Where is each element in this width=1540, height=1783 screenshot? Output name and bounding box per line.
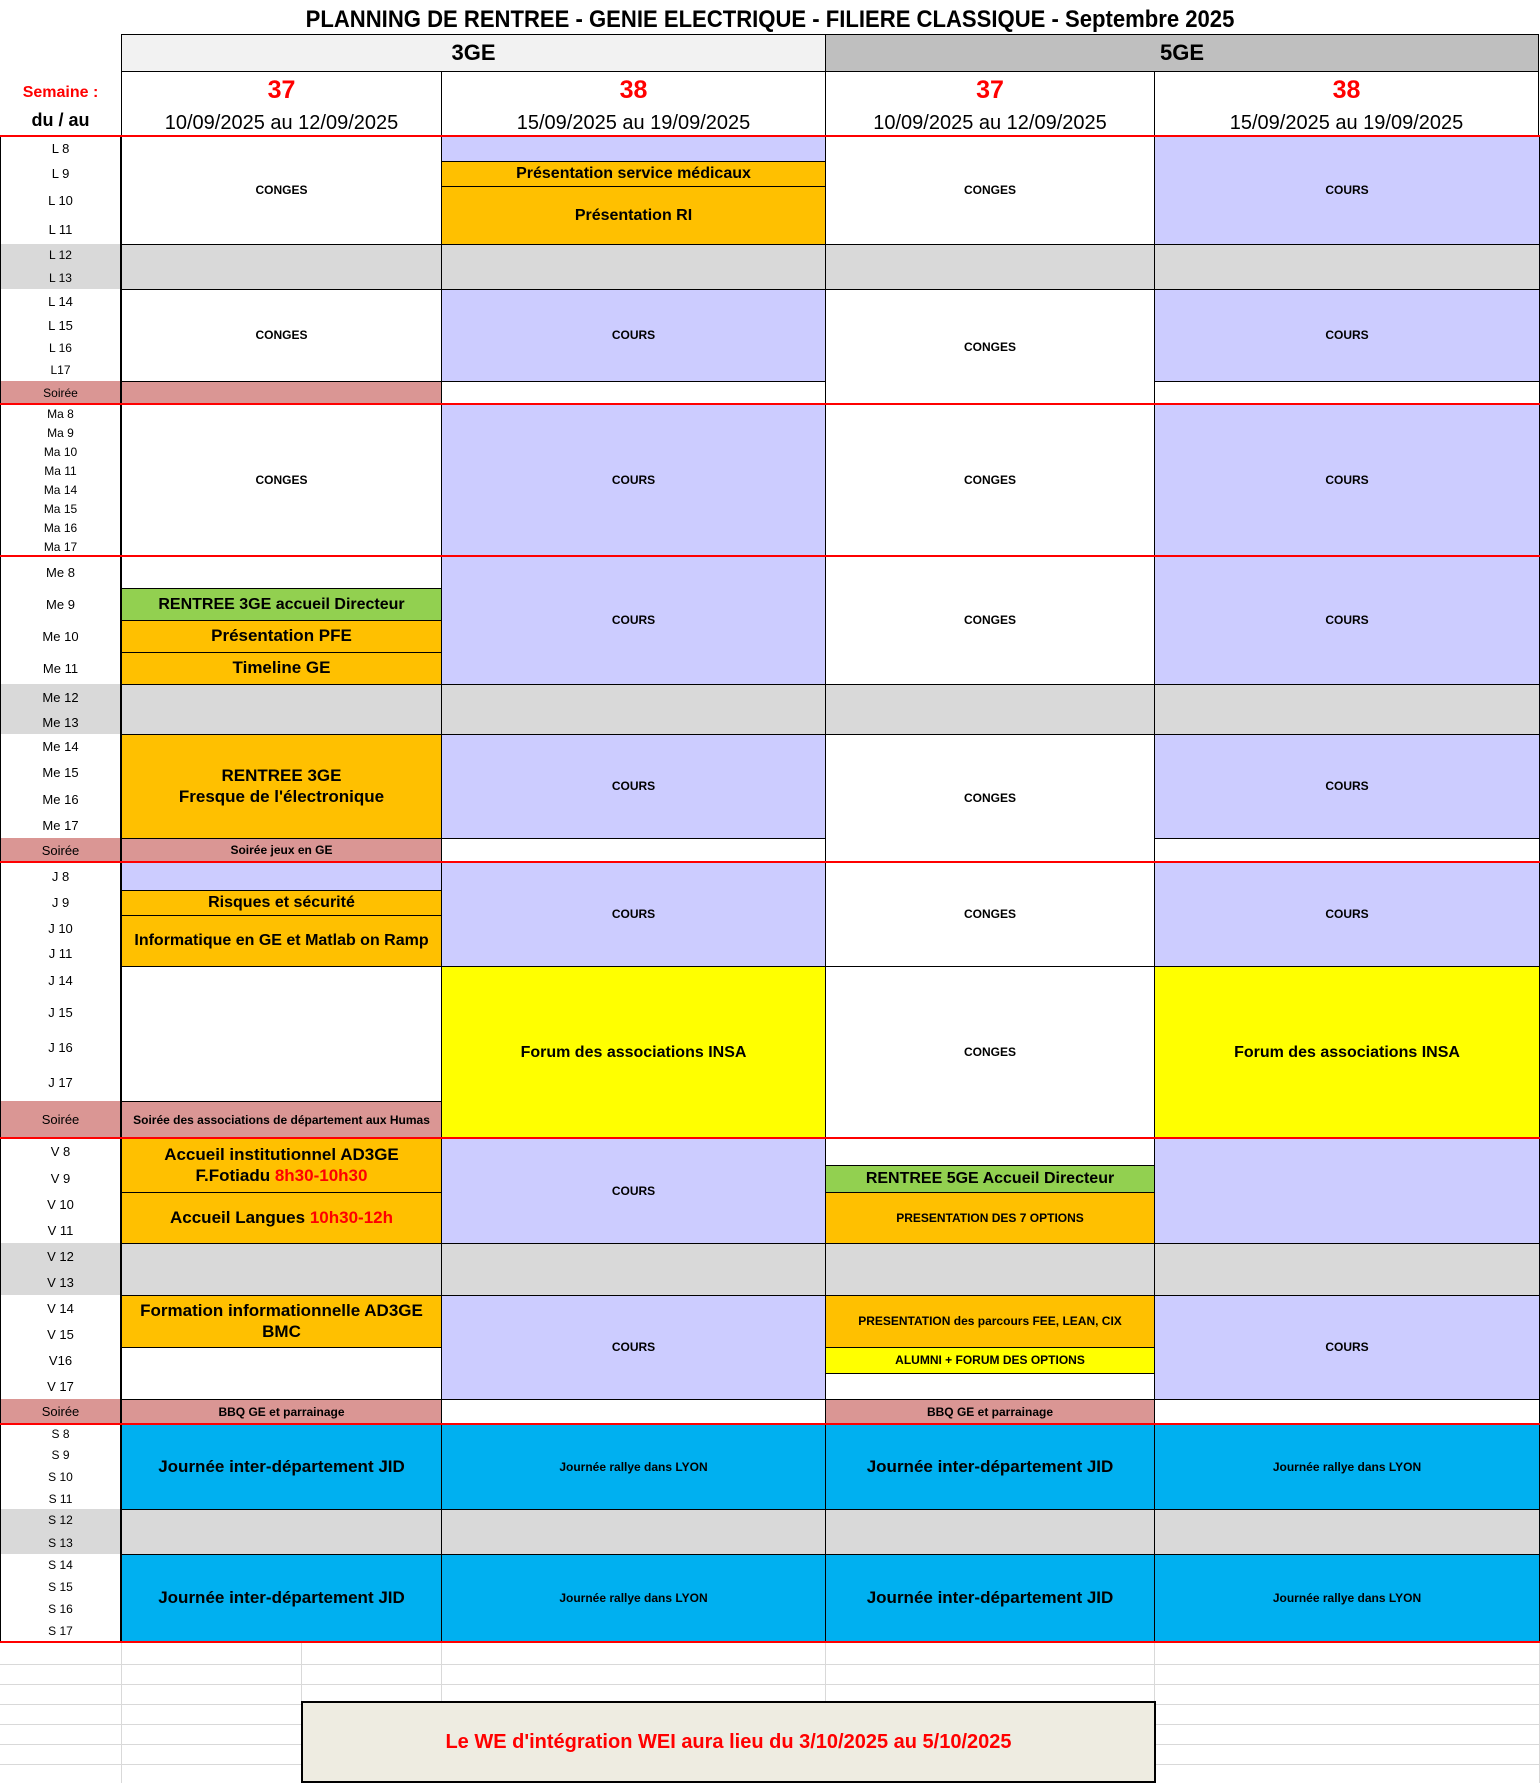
conges-block: CONGES [825,404,1155,557]
timeslot-label: S 11 [0,1488,121,1510]
empty-slot [441,1399,826,1425]
week-dates: 15/09/2025 au 19/09/2025 [516,112,751,134]
conges-block: CONGES [825,966,1155,1139]
day-separator [0,403,1540,405]
week-header-5ge-38 [1154,71,1539,136]
group-header-3ge: 3GE [121,34,826,72]
timeslot-label: Me 15 [0,759,121,787]
timeslot-label: V16 [0,1347,121,1374]
presentation-ri-event: Présentation RI [441,186,826,245]
timeslot-label: V 10 [0,1192,121,1218]
conges-block: CONGES [825,289,1155,405]
week-dates: 10/09/2025 au 12/09/2025 [873,112,1107,134]
day-separator [0,135,1540,137]
rallye-lyon-event: Journée rallye dans LYON [441,1554,826,1643]
rallye-lyon-event: Journée rallye dans LYON [1154,1554,1540,1643]
event-text: Accueil Langues [170,1207,310,1227]
timeslot-label: Me 17 [0,812,121,839]
timeslot-label: Soirée [0,1101,121,1139]
cours-block: COURS [441,404,826,557]
timeslot-label: S 12 [0,1509,121,1532]
conges-block: CONGES [121,136,442,245]
rentree-3ge-directeur-event: RENTREE 3GE accueil Directeur [121,588,442,621]
timeslot-label: S 10 [0,1466,121,1489]
event-line: Formation informationnelle AD3GE [140,1301,423,1321]
empty-grey-slot [121,1243,442,1296]
timeslot-label: Ma 10 [0,442,121,462]
timeslot-label: S 13 [0,1531,121,1555]
timeslot-label: Me 13 [0,710,121,735]
timeslot-label: S 15 [0,1576,121,1599]
cours-block: COURS [1154,404,1540,557]
timeslot-label: S 14 [0,1554,121,1577]
event-line [170,1208,393,1228]
timeslot-label: Me 9 [0,588,121,621]
day-separator [0,1137,1540,1139]
semaine-label: Semaine : [22,84,99,101]
timeslot-label: L 14 [0,289,121,314]
timeslot-label: S 8 [0,1424,121,1445]
rentree-5ge-directeur-event: RENTREE 5GE Accueil Directeur [825,1165,1155,1193]
conges-block: CONGES [825,734,1155,863]
accueil-institutionnel-event [121,1138,442,1193]
timeslot-label: L17 [0,359,121,382]
cours-block: COURS [441,289,826,382]
cours-block: COURS [441,862,826,967]
empty-grey-slot [1154,1243,1540,1296]
cours-slot [441,136,826,162]
timeslot-label: J 17 [0,1064,121,1102]
empty-slot [1154,1399,1540,1425]
timeslot-label: Ma 9 [0,423,121,443]
empty-slot [1154,381,1540,405]
timeslot-label: Me 14 [0,734,121,760]
timeslot-label: Me 11 [0,652,121,685]
week-number: 37 [267,76,296,104]
jid-event: Journée inter-département JID [121,1424,442,1510]
presentation-7-options-event: PRESENTATION DES 7 OPTIONS [825,1192,1155,1244]
empty-grey-slot [441,1509,826,1555]
timeslot-label: V 13 [0,1269,121,1296]
timeslot-label: Ma 17 [0,537,121,557]
rentree-3ge-fresque-event [121,734,442,839]
timeslot-label: J 11 [0,941,121,967]
timeline-ge-event: Timeline GE [121,652,442,685]
week-number: 37 [976,76,1004,104]
cours-block: COURS [1154,862,1540,967]
page-title: PLANNING DE RENTREE - GENIE ELECTRIQUE - FILIERE CLASSIQUE - Septembre 2025 [305,6,1235,33]
formation-informationnelle-event [121,1295,442,1348]
empty-grey-slot [441,684,826,735]
accueil-langues-event [121,1192,442,1244]
timeslot-label: Soirée [0,381,121,405]
timeslot-label: Ma 8 [0,404,121,424]
timeslot-label: L 12 [0,244,121,267]
timeslot-label: J 15 [0,994,121,1031]
timeslot-label: J 10 [0,915,121,942]
empty-slot [121,966,442,1102]
cours-block: COURS [441,734,826,839]
empty-slot [825,1373,1155,1400]
empty-slot [441,838,826,863]
empty-grey-slot [1154,1509,1540,1555]
timeslot-label: L 8 [0,136,121,162]
gridline [0,1664,1540,1665]
informatique-matlab-event: Informatique en GE et Matlab on Ramp [121,915,442,967]
week-number: 38 [619,76,648,104]
timeslot-label: J 14 [0,966,121,995]
timeslot-label: J 16 [0,1030,121,1065]
timeslot-label: V 17 [0,1373,121,1400]
event-line: BMC [262,1321,301,1341]
timeslot-label: V 14 [0,1295,121,1322]
timeslot-label: Soirée [0,838,121,863]
timeslot-label: V 9 [0,1165,121,1193]
empty-slot [1154,838,1540,863]
timeslot-label: V 12 [0,1243,121,1270]
timeslot-label: Ma 11 [0,461,121,481]
day-separator [0,555,1540,557]
day-separator [0,1423,1540,1425]
empty-grey-slot [121,1509,442,1555]
timeslot-label: V 8 [0,1138,121,1166]
timeslot-label: Me 8 [0,556,121,589]
conges-block: CONGES [121,289,442,382]
cours-block: COURS [1154,556,1540,685]
timeslot-label: Soirée [0,1399,121,1425]
presentation-pfe-event: Présentation PFE [121,620,442,653]
timeslot-label: V 11 [0,1217,121,1244]
soiree-jeux-event: Soirée jeux en GE [121,838,442,863]
cours-block: COURS [1154,136,1540,245]
week-dates: 15/09/2025 au 19/09/2025 [1229,112,1464,134]
event-text: F.Fotiadu [195,1165,275,1185]
empty-soiree-slot [121,381,442,405]
timeslot-label: V 15 [0,1321,121,1348]
empty-slot [121,556,442,589]
timeslot-label: L 10 [0,186,121,216]
event-line: Accueil institutionnel AD3GE [164,1145,399,1165]
soiree-associations-event: Soirée des associations de département aux Humas [121,1101,442,1139]
day-separator [0,861,1540,863]
timeslot-label: S 16 [0,1598,121,1621]
jid-event: Journée inter-département JID [825,1424,1155,1510]
empty-grey-slot [825,1243,1155,1296]
empty-grey-slot [825,684,1155,735]
alumni-forum-options-event: ALUMNI + FORUM DES OPTIONS [825,1347,1155,1374]
presentation-parcours-event: PRESENTATION des parcours FEE, LEAN, CIX [825,1295,1155,1348]
empty-grey-slot [121,244,442,290]
group-header-5ge: 5GE [825,34,1539,72]
presentation-service-medicaux-event: Présentation service médicaux [441,161,826,187]
risques-securite-event: Risques et sécurité [121,890,442,916]
empty-grey-slot [825,244,1155,290]
conges-block: CONGES [121,404,442,557]
cours-block: COURS [441,556,826,685]
timeslot-label: S 17 [0,1620,121,1643]
timeslot-label: Ma 14 [0,480,121,500]
empty-grey-slot [441,1243,826,1296]
empty-grey-slot [121,684,442,735]
timeslot-label: Me 12 [0,684,121,711]
empty-grey-slot [825,1509,1155,1555]
empty-grey-slot [1154,684,1540,735]
du-au-label: du / au [31,110,90,130]
cours-block: COURS [441,1295,826,1400]
rallye-lyon-event: Journée rallye dans LYON [1154,1424,1540,1510]
timeslot-label: L 11 [0,215,121,245]
forum-associations-event: Forum des associations INSA [1154,966,1540,1139]
event-line: RENTREE 3GE [221,766,342,786]
cours-slot [1154,1138,1540,1244]
timeslot-label: L 13 [0,266,121,290]
timeslot-label: L 15 [0,313,121,338]
bbq-event: BBQ GE et parrainage [121,1399,442,1425]
week-header-3ge-37 [121,71,442,136]
week-header-5ge-37 [825,71,1155,136]
cours-block: COURS [1154,1295,1540,1400]
timeslot-label: L 16 [0,337,121,360]
jid-event: Journée inter-département JID [121,1554,442,1643]
empty-grey-slot [441,244,826,290]
rallye-lyon-event: Journée rallye dans LYON [441,1424,826,1510]
day-separator [0,1641,1540,1643]
cours-block: COURS [441,1138,826,1244]
bbq-event: BBQ GE et parrainage [825,1399,1155,1425]
timeslot-label: Me 16 [0,786,121,813]
empty-slot [121,1347,442,1400]
conges-block: CONGES [825,136,1155,245]
event-text: 8h30-10h30 [274,1165,368,1185]
timeslot-label: Ma 16 [0,518,121,538]
gridline [121,1643,122,1783]
week-dates: 10/09/2025 au 12/09/2025 [164,112,399,134]
wei-note: Le WE d'intégration WEI aura lieu du 3/10/2025 au 5/10/2025 [301,1701,1156,1783]
week-header-3ge-38 [441,71,826,136]
timeslot-label: S 9 [0,1444,121,1467]
timeslot-label: L 9 [0,161,121,187]
gridline [0,1684,1540,1685]
forum-associations-event: Forum des associations INSA [441,966,826,1139]
empty-grey-slot [1154,244,1540,290]
cours-block: COURS [1154,734,1540,839]
conges-block: CONGES [825,862,1155,967]
timeslot-label: J 8 [0,862,121,891]
timeslot-label: Me 10 [0,620,121,653]
event-line: Fresque de l'électronique [178,786,385,806]
week-number: 38 [1332,76,1361,104]
timeslot-label: J 9 [0,890,121,916]
conges-block: CONGES [825,556,1155,685]
timeslot-label: Ma 15 [0,499,121,519]
empty-slot [825,1138,1155,1166]
event-text: 10h30-12h [309,1207,393,1227]
jid-event: Journée inter-département JID [825,1554,1155,1643]
cours-block: COURS [1154,289,1540,382]
event-line [196,1166,368,1186]
empty-slot [441,381,826,405]
cours-slot [121,862,442,891]
